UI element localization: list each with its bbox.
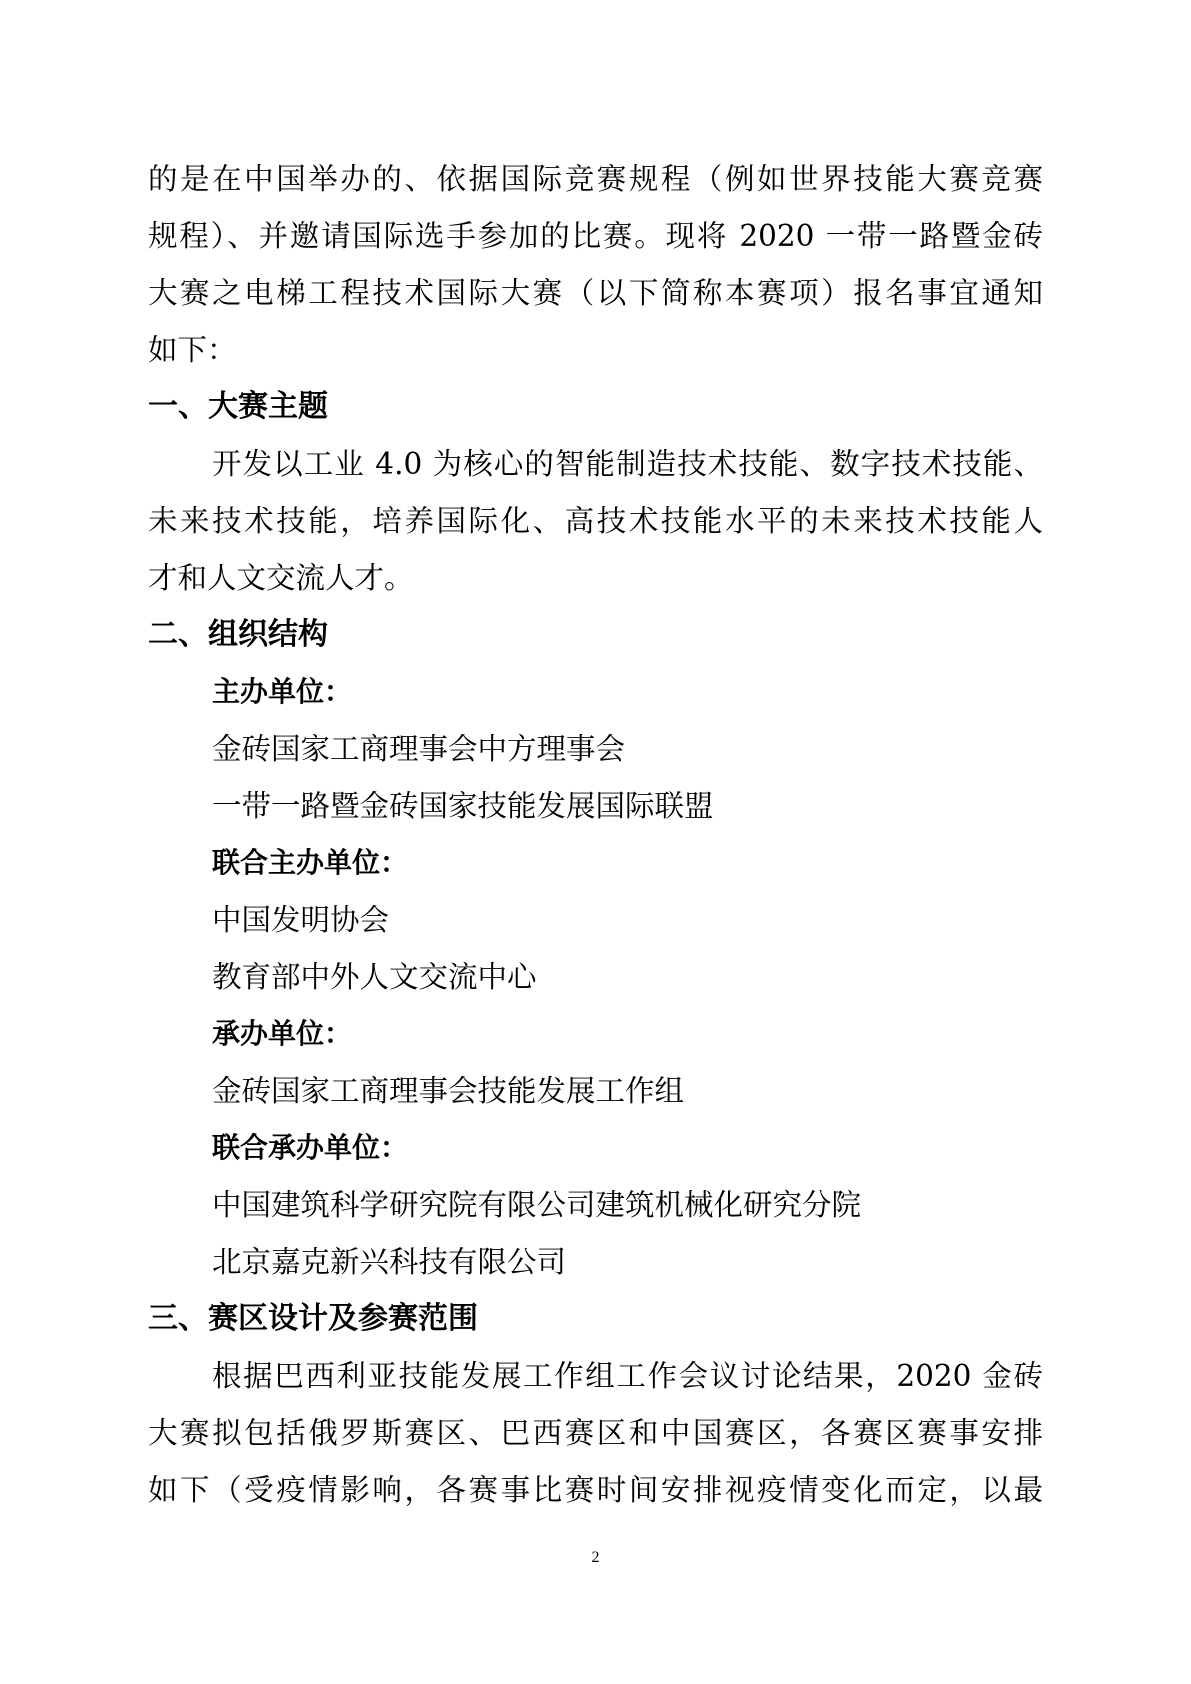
section-1-line-2: 未来技术技能，培养国际化、高技术技能水平的未来技术技能人 [148, 504, 1043, 538]
section-2-heading: 二、组织结构 [148, 617, 328, 652]
organizer-label: 承办单位： [212, 1017, 353, 1050]
host-item: 金砖国家工商理事会中方理事会 [212, 732, 626, 766]
host-item: 一带一路暨金砖国家技能发展国际联盟 [212, 789, 714, 823]
section-1-heading: 一、大赛主题 [148, 389, 328, 424]
cohost-item: 教育部中外人文交流中心 [212, 960, 537, 994]
coorganizer-item: 北京嘉克新兴科技有限公司 [212, 1245, 567, 1279]
section-3-line-1: 根据巴西利亚技能发展工作组工作会议讨论结果，2020 金砖 [212, 1359, 1043, 1393]
section-1-line-1: 开发以工业 4.0 为核心的智能制造技术技能、数字技术技能、 [212, 447, 1043, 481]
coorganizer-item: 中国建筑科学研究院有限公司建筑机械化研究分院 [212, 1188, 862, 1222]
organizer-item: 金砖国家工商理事会技能发展工作组 [212, 1074, 685, 1108]
page-number: 2 [591, 1549, 600, 1566]
section-3-line-3: 如下（受疫情影响，各赛事比赛时间安排视疫情变化而定，以最 [148, 1473, 1043, 1507]
host-label: 主办单位： [212, 675, 353, 708]
intro-line-2: 规程）、并邀请国际选手参加的比赛。现将 2020 一带一路暨金砖 [148, 219, 1043, 253]
section-3-heading: 三、赛区设计及参赛范围 [148, 1301, 478, 1336]
intro-line-1: 的是在中国举办的、依据国际竞赛规程（例如世界技能大赛竞赛 [148, 162, 1043, 196]
coorganizer-label: 联合承办单位： [212, 1131, 409, 1164]
intro-line-3: 大赛之电梯工程技术国际大赛（以下简称本赛项）报名事宜通知 [148, 276, 1043, 310]
cohost-label: 联合主办单位： [212, 846, 409, 879]
cohost-item: 中国发明协会 [212, 903, 390, 937]
section-3-line-2: 大赛拟包括俄罗斯赛区、巴西赛区和中国赛区，各赛区赛事安排 [148, 1416, 1043, 1450]
intro-line-4: 如下： [148, 333, 237, 367]
section-1-line-3: 才和人文交流人才。 [148, 561, 414, 595]
